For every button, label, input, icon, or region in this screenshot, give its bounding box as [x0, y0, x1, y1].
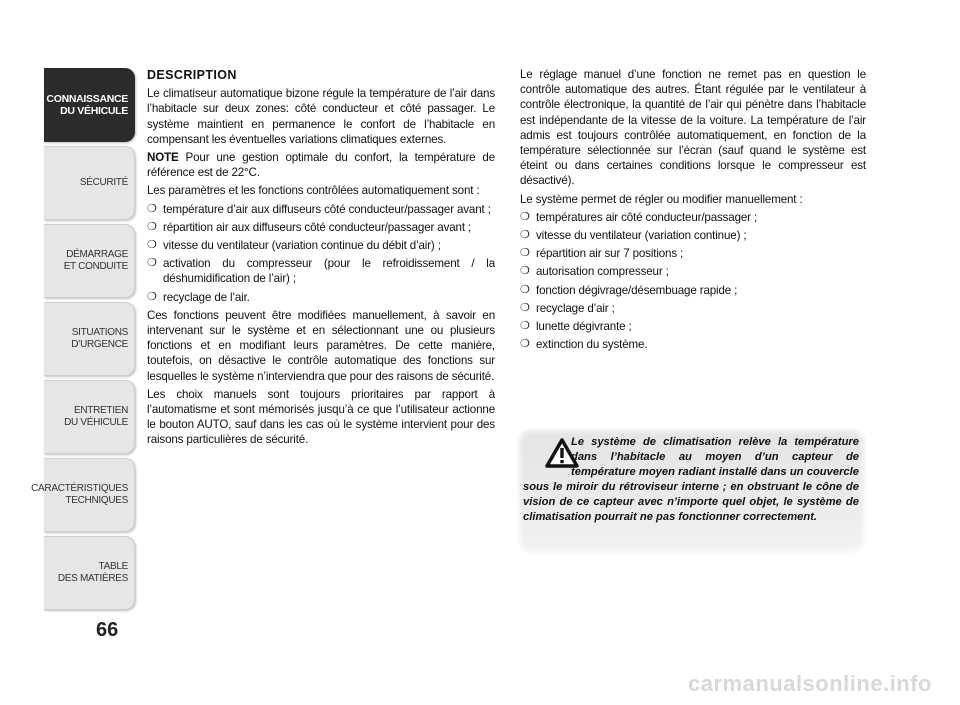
- chapter-tab-sidebar: [31, 68, 136, 614]
- bullet-circle-icon: ❍: [147, 220, 157, 233]
- watermark: carmanualsonline.info: [688, 671, 932, 696]
- list-item: [520, 337, 866, 352]
- paragraph: Le système permet de régler ou modifier manuellement :: [520, 192, 803, 206]
- tab-label: CONNAISSANCE DU VÉHICULE: [46, 93, 128, 117]
- tab-label: SITUATIONS D’URGENCE: [71, 327, 128, 350]
- list-item: [520, 210, 866, 225]
- list-item-text: recyclage d’air ;: [536, 301, 615, 315]
- tab-label: SÉCURITÉ: [79, 177, 128, 188]
- tab-connaissance-du-vehicule[interactable]: [44, 68, 135, 142]
- tab-situations-durgence[interactable]: [44, 302, 135, 376]
- right-column: [520, 67, 866, 355]
- note-label: NOTE: [147, 151, 179, 165]
- note-paragraph: [147, 150, 495, 180]
- tab-label: DÉMARRAGE ET CONDUITE: [63, 249, 128, 272]
- bullet-circle-icon: ❍: [520, 229, 530, 242]
- bullet-circle-icon: ❍: [520, 247, 530, 260]
- bullet-circle-icon: ❍: [520, 338, 530, 351]
- list-item-text: répartition air aux diffuseurs côté conducteur/passager avant ;: [163, 220, 472, 234]
- list-item: [147, 202, 495, 217]
- list-item-text: vitesse du ventilateur (variation continue) ;: [536, 229, 747, 243]
- bullet-circle-icon: ❍: [520, 301, 530, 314]
- paragraph: Ces fonctions peuvent être modifiées manuellement, à savoir en intervenant sur le système et en sélectionnant une ou plusieurs fonctions et en modifiant leurs paramètres. De cette manière, toutefois, on désactive le contrôle automatique des fonctions sur lesquelles le système n’interviendra que pour des raisons de sécurité.: [147, 308, 495, 383]
- warning-text-block: [523, 435, 859, 525]
- list-item: [520, 319, 866, 334]
- tab-securite[interactable]: [44, 146, 135, 220]
- paragraph: Le climatiseur automatique bizone régule la température de l’air dans l’habitacle sur deux zones: côté conducteur et côté passager. Le système maintient en permanence le confort de l’habitacle en compensant les éventuelles variations climatiques externes.: [147, 87, 495, 146]
- list-item: [520, 283, 866, 298]
- bullet-circle-icon: ❍: [147, 239, 157, 252]
- note-text: Pour une gestion optimale du confort, la température de référence est de 22°C.: [147, 151, 495, 180]
- list-item-text: activation du compresseur (pour le refroidissement / la déshumidification de l’air) ;: [163, 257, 495, 286]
- paragraph: Les choix manuels sont toujours prioritaires par rapport à l’automatisme et sont mémorisés jusqu’à ce que l’utilisateur actionne le bouton AUTO, sauf dans les cas où le système intervient pour des raisons particulières de sécurité.: [147, 387, 495, 447]
- bullet-circle-icon: ❍: [520, 265, 530, 278]
- tab-entretien-du-vehicule[interactable]: [44, 380, 135, 454]
- list-item: [147, 220, 495, 235]
- bullet-circle-icon: ❍: [520, 210, 530, 223]
- page-number: 66: [96, 619, 119, 641]
- tab-demarrage-et-conduite[interactable]: [44, 224, 135, 298]
- bullet-list: [520, 210, 866, 353]
- list-item: [147, 256, 495, 286]
- list-item: [147, 290, 495, 305]
- tab-label: CARACTÉRISTIQUES TECHNIQUES: [31, 483, 128, 506]
- left-column: [147, 68, 495, 451]
- tab-caracteristiques-techniques[interactable]: [31, 458, 135, 532]
- section-heading: DESCRIPTION: [147, 68, 237, 82]
- list-item-text: fonction dégivrage/désembuage rapide ;: [536, 283, 738, 297]
- list-item: [520, 246, 866, 261]
- list-item-text: extinction du système.: [536, 338, 648, 352]
- bullet-circle-icon: ❍: [147, 202, 157, 215]
- paragraph: Les paramètres et les fonctions contrôlées automatiquement sont :: [147, 184, 480, 198]
- list-item: [147, 238, 495, 253]
- list-item-text: recyclage de l’air.: [163, 290, 250, 304]
- list-item-text: autorisation compresseur ;: [536, 265, 669, 279]
- list-item-text: températures air côté conducteur/passager ;: [536, 210, 758, 224]
- list-item-text: température d’air aux diffuseurs côté conducteur/passager avant ;: [163, 202, 491, 216]
- tab-label: TABLE DES MATIÈRES: [57, 561, 128, 584]
- list-item-text: lunette dégivrante ;: [536, 320, 632, 334]
- warning-box: [517, 428, 866, 554]
- bullet-circle-icon: ❍: [147, 257, 157, 270]
- tab-label: ENTRETIEN DU VÉHICULE: [64, 405, 128, 428]
- paragraph: Le réglage manuel d’une fonction ne remet pas en question le contrôle automatique des autres. Étant régulée par le ventilateur à contrôle électronique, la quantité de l’air qui pénètre dans l’habitacle est indépendante de la vitesse de la voiture. La température de l’air admis est toujours contrôlée automatiquement, en fonction de la température sélectionnée sur l’écran (sauf quand le système est éteint ou dans certaines conditions lorsque le compresseur est désactivé).: [520, 68, 866, 188]
- list-item: [520, 228, 866, 243]
- list-item: [520, 264, 866, 279]
- list-item-text: vitesse du ventilateur (variation continue du débit d’air) ;: [163, 239, 441, 253]
- tab-table-des-matieres[interactable]: [44, 536, 135, 610]
- bullet-circle-icon: ❍: [520, 320, 530, 333]
- bullet-circle-icon: ❍: [147, 290, 157, 303]
- bullet-circle-icon: ❍: [520, 283, 530, 296]
- warning-text: Le système de climatisation relève la température dans l’habitacle au moyen d’un capteur de température moyen radiant installé dans un couvercle sous le miroir du rétroviseur interne ; en obstruant le cône de vision de ce capteur avec n’importe quel objet, le système de climatisation pourrait ne pas fonctionner correctement.: [523, 436, 859, 523]
- bullet-list: [147, 202, 495, 305]
- list-item-text: répartition air sur 7 positions ;: [536, 247, 684, 261]
- list-item: [520, 301, 866, 316]
